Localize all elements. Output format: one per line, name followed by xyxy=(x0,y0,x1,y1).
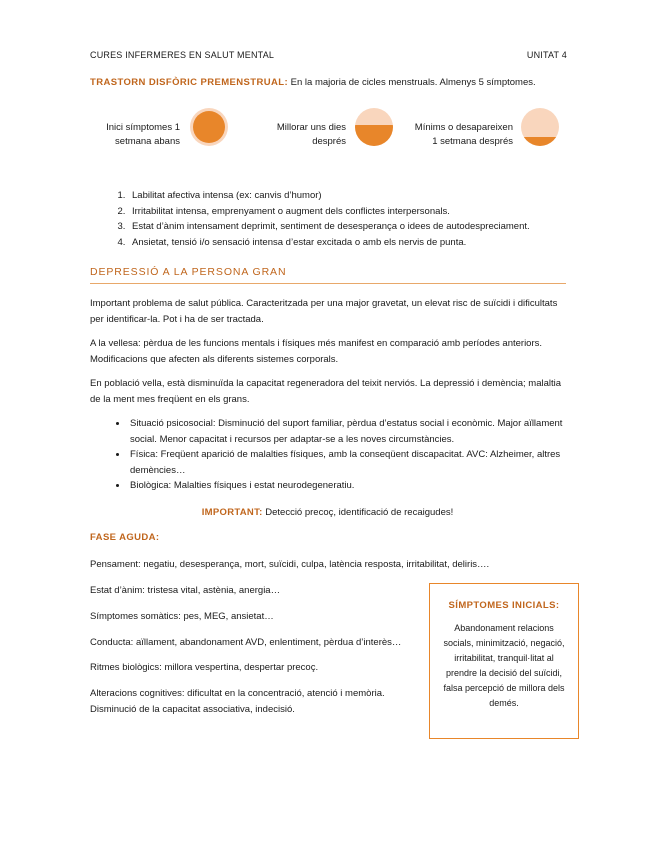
phase-label: Millorar uns dies després xyxy=(276,122,346,147)
phase-label: Mínims o desapareixen 1 setmana després xyxy=(414,122,513,147)
tdpm-title: TRASTORN DISFÒRIC PREMENSTRUAL: xyxy=(90,77,289,88)
factor-list xyxy=(110,416,573,494)
fase-line: Símptomes somàtics: pes, MEG, ansietat… xyxy=(90,611,274,622)
fase-line: Ritmes biològics: millora vespertina, despertar precoç. xyxy=(90,662,319,673)
tdpm-text: En la majoria de cicles menstruals. Almenys 5 símptomes. xyxy=(290,77,536,88)
paragraph: En població vella, està disminuïda la capacitat regeneradora del teixit nerviós. La depressió i demència; malaltia de la ment mes freqüent en els grans. xyxy=(90,378,562,405)
phase-onset xyxy=(90,108,230,148)
list-item: 2. Irritabilitat intensa, emprenyament o augment dels conflictes interpersonals. xyxy=(128,204,588,220)
fase-line: Pensament: negatiu, desesperança, mort, suïcidi, culpa, latència resposta, irritabilitat, deliris…. xyxy=(90,559,490,570)
paragraph: Important problema de salut pública. Caracteritzada per una major gravetat, un elevat risc de suïcidi i dificultats per identificar-la. Pot i ha de ser tractada. xyxy=(90,298,558,325)
phase-fill-level xyxy=(521,137,559,147)
list-item: 4. Ansietat, tensió i/o sensació intensa d’estar excitada o amb els nervis de punta. xyxy=(128,235,588,251)
list-item: • Física: Freqüent aparició de malalties físiques, amb la conseqüent discapacitat. AVC: Alzheimer, altres demències… xyxy=(128,447,573,478)
fase-line: Conducta: aïllament, abandonament AVD, enlentiment, pèrdua d’interès… xyxy=(90,637,402,648)
important-note xyxy=(0,507,655,518)
important-text: Detecció precoç, identificació de recaigudes! xyxy=(265,507,454,518)
phase-resolve xyxy=(395,108,565,148)
phase-improve xyxy=(260,108,395,148)
symptom-list xyxy=(110,188,588,250)
box-text: Abandonament relacions socials, minimització, negació, irritabilitat, tranquil·litat al prendre la decisió del suïcidi, falsa percepció de millora dels demés. xyxy=(443,623,565,708)
phase-fill-level xyxy=(355,125,393,146)
fase-heading: FASE AGUDA: xyxy=(90,532,160,543)
important-label: IMPORTANT: xyxy=(201,507,263,518)
fase-line: Estat d’ànim: tristesa vital, astènia, anergia… xyxy=(90,585,281,596)
paragraph: A la vellesa: pèrdua de les funcions mentals i físiques més manifest en comparació amb períodes anteriors. Modificacions que afecten als diferents sistemes corporals. xyxy=(90,338,543,365)
list-item: 3. Estat d’ànim intensament deprimit, sentiment de desesperança o idees de autodespreciament. xyxy=(128,219,588,235)
fase-line: Alteracions cognitives: dificultat en la concentració, atenció i memòria. Disminució de la capacitat associativa, indecisió. xyxy=(90,688,385,715)
phase-level-circle xyxy=(521,108,559,146)
section-heading: DEPRESSIÓ A LA PERSONA GRAN xyxy=(90,266,566,284)
phase-fill-level xyxy=(193,111,225,143)
running-header-right: UNITAT 4 xyxy=(526,50,567,60)
list-item: 1. Labilitat afectiva intensa (ex: canvis d’humor) xyxy=(128,188,588,204)
box-title: SÍMPTOMES INICIALS: xyxy=(448,600,560,611)
tdpm-intro xyxy=(90,77,536,88)
phase-label: Inici símptomes 1 setmana abans xyxy=(106,122,180,147)
list-item: • Biològica: Malalties físiques i estat neurodegeneratiu. xyxy=(128,478,573,494)
list-item: • Situació psicosocial: Disminució del suport familiar, pèrdua d’estatus social i econòmic. Major aïllament social. Menor capacitat i recursos per adaptar-se a les noves circumstàncies. xyxy=(128,416,573,447)
initial-symptoms-box xyxy=(429,583,579,739)
phase-level-circle xyxy=(190,108,228,146)
running-header-left: CURES INFERMERES EN SALUT MENTAL xyxy=(90,50,275,60)
phase-level-circle xyxy=(355,108,393,146)
